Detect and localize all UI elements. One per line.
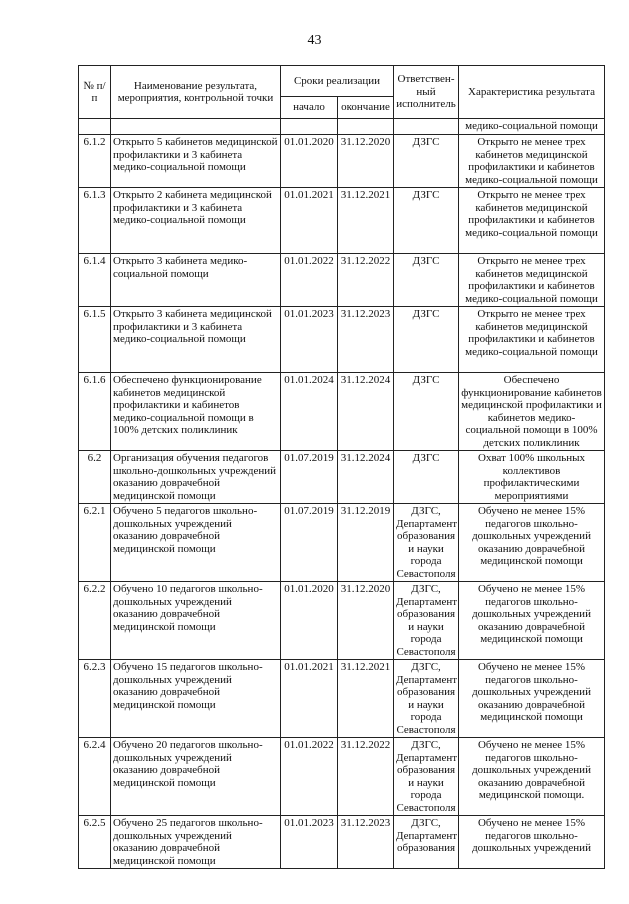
row-result: Обучено не менее 15% педагогов школьно-дошкольных учреждений оказанию доврачебной медицинской помощи <box>459 660 605 738</box>
row-number: 6.2.1 <box>79 504 111 582</box>
plan-table <box>78 65 605 869</box>
row-responsible: ДЗГС <box>394 254 459 307</box>
table-row <box>79 307 605 373</box>
row-name: Открыто 3 кабинета медико-социальной помощи <box>111 254 281 307</box>
page-number: 43 <box>307 33 322 48</box>
row-number: 6.2.3 <box>79 660 111 738</box>
table-row <box>79 816 605 869</box>
row-number: 6.2.4 <box>79 738 111 816</box>
row-name: Обучено 25 педагогов школьно-дошкольных учреждений оказанию доврачебной медицинской помощи <box>111 816 281 869</box>
row-end-date: 31.12.2024 <box>338 451 394 504</box>
row-result: Обучено не менее 15% педагогов школьно-дошкольных учреждений оказанию доврачебной медицинской помощи <box>459 582 605 660</box>
row-result: Обучено не менее 15% педагогов школьно-дошкольных учреждений <box>459 816 605 869</box>
row-name: Открыто 3 кабинета медицинской профилактики и 3 кабинета медико-социальной помощи <box>111 307 281 373</box>
row-result: Обучено не менее 15% педагогов школьно-дошкольных учреждений оказанию доврачебной медицинской помощи. <box>459 738 605 816</box>
row-name: Открыто 2 кабинета медицинской профилактики и 3 кабинета медико-социальной помощи <box>111 188 281 254</box>
row-name: Организация обучения педагогов школьно-дошкольных учреждений оказанию доврачебной медицинской помощи <box>111 451 281 504</box>
row-end-date: 31.12.2023 <box>338 307 394 373</box>
row-result: Открыто не менее трех кабинетов медицинской профилактики и кабинетов медико-социальной помощи <box>459 307 605 373</box>
row-start-date: 01.01.2020 <box>281 582 338 660</box>
row-start-date: 01.01.2021 <box>281 660 338 738</box>
row-end-date: 31.12.2020 <box>338 135 394 188</box>
row-number: 6.1.4 <box>79 254 111 307</box>
header-name: Наименование результата, мероприятия, контрольной точки <box>111 66 281 119</box>
row-name: Обучено 5 педагогов школьно-дошкольных учреждений оказанию доврачебной медицинской помощи <box>111 504 281 582</box>
table-row <box>79 254 605 307</box>
table-row <box>79 373 605 451</box>
row-start-date: 01.07.2019 <box>281 504 338 582</box>
row-start-date: 01.01.2023 <box>281 307 338 373</box>
row-start-date: 01.01.2024 <box>281 373 338 451</box>
row-end-date: 31.12.2021 <box>338 660 394 738</box>
table-row <box>79 660 605 738</box>
row-end-date: 31.12.2020 <box>338 582 394 660</box>
row-result: Охват 100% школьных коллективов профилактическими мероприятиями <box>459 451 605 504</box>
row-end-date: 31.12.2024 <box>338 373 394 451</box>
row-end-date: 31.12.2021 <box>338 188 394 254</box>
header-responsible: Ответствен-ный исполнитель <box>394 66 459 119</box>
header-num: № п/п <box>79 66 111 119</box>
row-end-date: 31.12.2022 <box>338 254 394 307</box>
table-row <box>79 738 605 816</box>
row-responsible: ДЗГС <box>394 188 459 254</box>
table-row <box>79 582 605 660</box>
row-responsible: ДЗГС, Департамент образования и науки города Севастополя <box>394 504 459 582</box>
row-responsible: ДЗГС <box>394 135 459 188</box>
row-number: 6.2 <box>79 451 111 504</box>
row-result: Открыто не менее трех кабинетов медицинской профилактики и кабинетов медико-социальной помощи <box>459 188 605 254</box>
continuation-row <box>79 119 605 135</box>
row-responsible: ДЗГС, Департамент образования <box>394 816 459 869</box>
table-row <box>79 451 605 504</box>
header-start: начало <box>281 97 338 119</box>
continuation-result: медико-социальной помощи <box>459 119 605 135</box>
row-end-date: 31.12.2022 <box>338 738 394 816</box>
row-end-date: 31.12.2019 <box>338 504 394 582</box>
row-start-date: 01.01.2022 <box>281 254 338 307</box>
row-end-date: 31.12.2023 <box>338 816 394 869</box>
row-start-date: 01.01.2023 <box>281 816 338 869</box>
row-result: Открыто не менее трех кабинетов медицинской профилактики и кабинетов медико-социальной помощи <box>459 254 605 307</box>
row-result: Открыто не менее трех кабинетов медицинской профилактики и кабинетов медико-социальной помощи <box>459 135 605 188</box>
row-name: Обучено 10 педагогов школьно-дошкольных учреждений оказанию доврачебной медицинской помощи <box>111 582 281 660</box>
row-number: 6.1.2 <box>79 135 111 188</box>
row-start-date: 01.01.2021 <box>281 188 338 254</box>
row-name: Открыто 5 кабинетов медицинской профилактики и 3 кабинета медико-социальной помощи <box>111 135 281 188</box>
row-result: Обучено не менее 15% педагогов школьно-дошкольных учреждений оказанию доврачебной медицинской помощи <box>459 504 605 582</box>
row-number: 6.2.5 <box>79 816 111 869</box>
row-start-date: 01.01.2020 <box>281 135 338 188</box>
row-responsible: ДЗГС, Департамент образования и науки города Севастополя <box>394 582 459 660</box>
row-number: 6.1.3 <box>79 188 111 254</box>
row-name: Обучено 15 педагогов школьно-дошкольных учреждений оказанию доврачебной медицинской помощи <box>111 660 281 738</box>
row-start-date: 01.01.2022 <box>281 738 338 816</box>
table-row <box>79 504 605 582</box>
table-row <box>79 135 605 188</box>
row-result: Обеспечено функционирование кабинетов медицинской профилактики и кабинетов медико-социальной помощи в 100% детских поликлиник <box>459 373 605 451</box>
row-start-date: 01.07.2019 <box>281 451 338 504</box>
row-name: Обучено 20 педагогов школьно-дошкольных учреждений оказанию доврачебной медицинской помощи <box>111 738 281 816</box>
row-responsible: ДЗГС <box>394 307 459 373</box>
row-number: 6.1.5 <box>79 307 111 373</box>
header-result: Характеристика результата <box>459 66 605 119</box>
row-name: Обеспечено функционирование кабинетов медицинской профилактики и кабинетов медико-социальной помощи в 100% детских поликлиник <box>111 373 281 451</box>
row-responsible: ДЗГС, Департамент образования и науки города Севастополя <box>394 660 459 738</box>
header-dates: Сроки реализации <box>281 66 394 97</box>
row-number: 6.1.6 <box>79 373 111 451</box>
header-end: окончание <box>338 97 394 119</box>
table-row <box>79 188 605 254</box>
row-responsible: ДЗГС, Департамент образования и науки города Севастополя <box>394 738 459 816</box>
row-responsible: ДЗГС <box>394 373 459 451</box>
row-responsible: ДЗГС <box>394 451 459 504</box>
row-number: 6.2.2 <box>79 582 111 660</box>
